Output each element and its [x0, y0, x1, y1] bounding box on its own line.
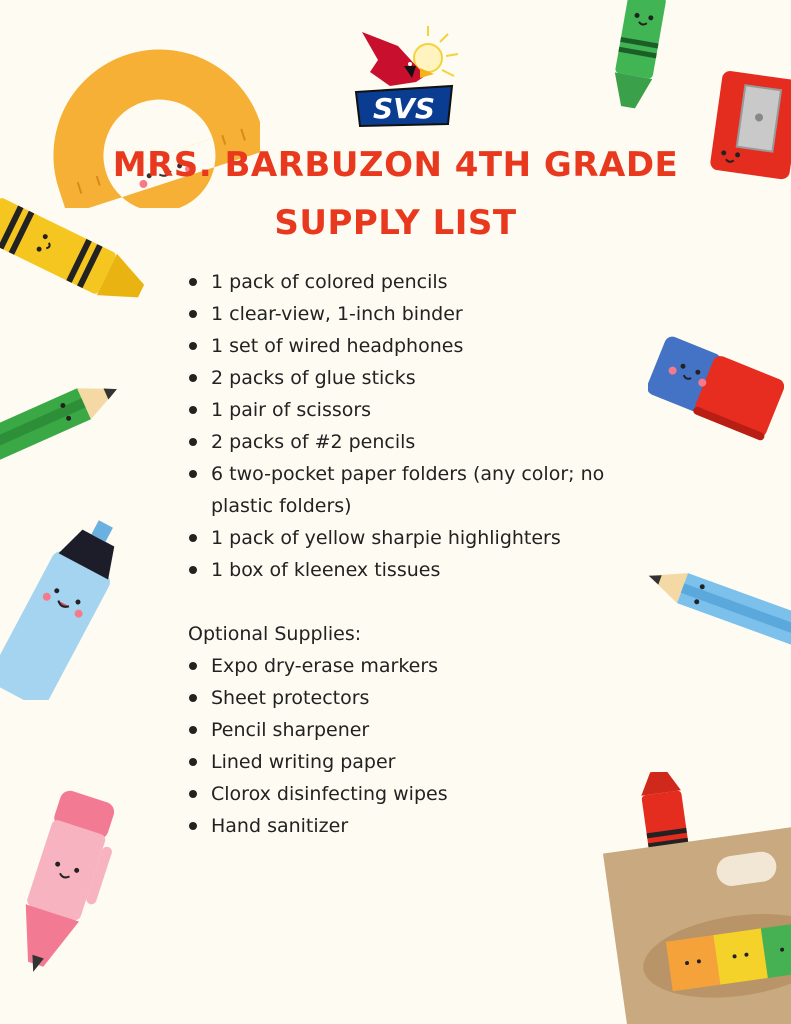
supply-list-section [188, 266, 618, 842]
list-item: 2 packs of #2 pencils [188, 426, 618, 458]
eraser-icon [648, 326, 784, 446]
list-item: Pencil sharpener [188, 714, 618, 746]
list-item: 1 pack of colored pencils [188, 266, 618, 298]
list-item: Expo dry-erase markers [188, 650, 618, 682]
list-item: 1 set of wired headphones [188, 330, 618, 362]
list-item: 6 two-pocket paper folders (any color; no plastic folders) [188, 458, 618, 522]
list-item: 1 pack of yellow sharpie highlighters [188, 522, 618, 554]
list-item: 2 packs of glue sticks [188, 362, 618, 394]
crayon-icon [592, 0, 682, 112]
cardinal-logo [350, 26, 460, 130]
crayon-box-icon [590, 772, 791, 1024]
page-title [0, 136, 791, 252]
logo-text: SVS [372, 92, 436, 125]
list-item: 1 box of kleenex tissues [188, 554, 618, 586]
supply-list [188, 266, 618, 586]
optional-supplies-label: Optional Supplies: [188, 623, 362, 645]
list-item: Hand sanitizer [188, 810, 618, 842]
list-item: Clorox disinfecting wipes [188, 778, 618, 810]
list-item: Sheet protectors [188, 682, 618, 714]
title-line-2: SUPPLY LIST [274, 203, 517, 243]
highlighter-icon [0, 516, 136, 700]
pencil-icon [638, 560, 791, 654]
list-item: 1 pair of scissors [188, 394, 618, 426]
optional-supply-list [188, 650, 618, 842]
list-item: 1 clear-view, 1-inch binder [188, 298, 618, 330]
title-line-1: MRS. BARBUZON 4TH GRADE [112, 145, 679, 185]
list-item: Lined writing paper [188, 746, 618, 778]
pencil-icon [0, 360, 136, 464]
pencil-icon [0, 786, 134, 982]
